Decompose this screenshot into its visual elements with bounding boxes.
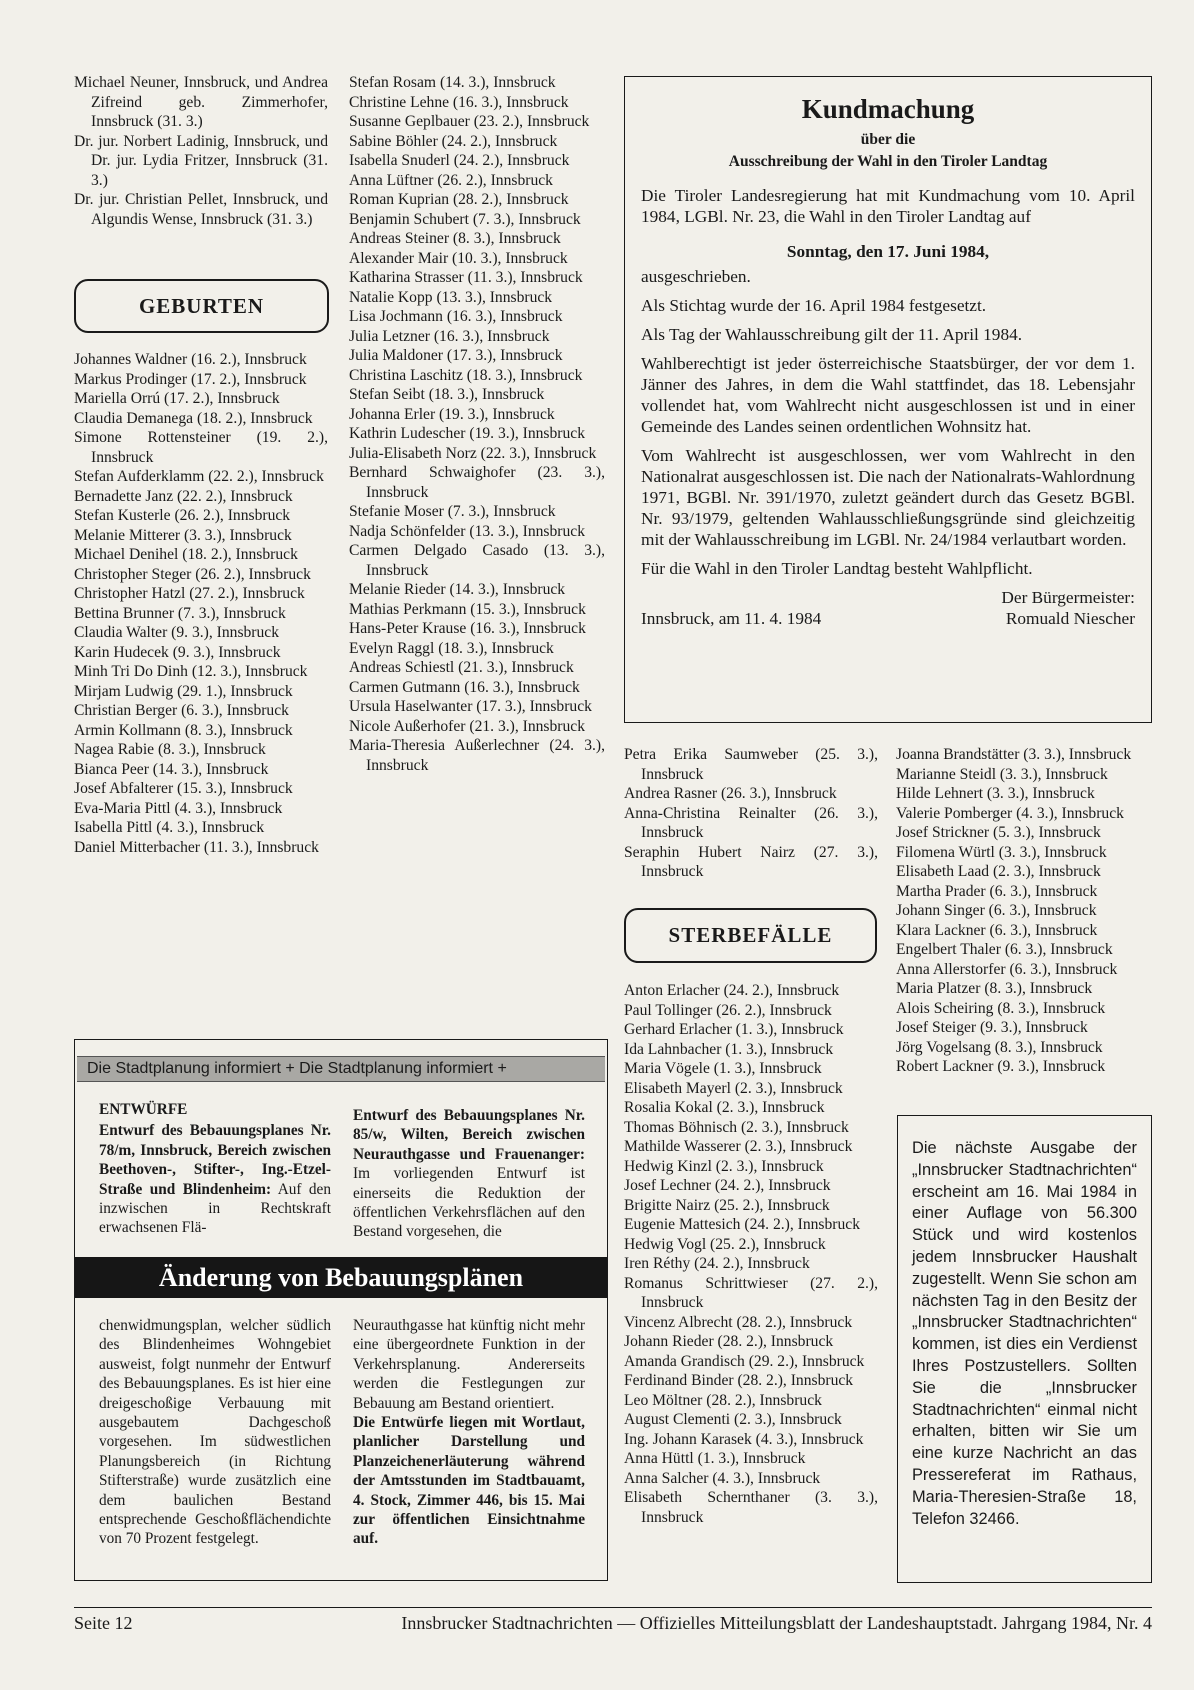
list-item: Dr. jur. Norbert Ladinig, Innsbruck, und Dr. jur. Lydia Fritzer, Innsbruck (31. 3.) [74, 132, 328, 189]
entwurf-85w-continued: Neurauthgasse hat künftig nicht mehr eine übergeordnete Funktion in der Verkehrsplanung. Andererseits werden die Festlegungen zur Bebauung am Bestand orientiert. [353, 1317, 585, 1412]
list-item: Iren Réthy (24. 2.), Innsbruck [624, 1255, 810, 1272]
list-item: Vincenz Albrecht (28. 2.), Innsbruck [624, 1313, 853, 1331]
kundmachung-paragraph-2: ausgeschrieben. [641, 267, 751, 286]
list-item: Anna Allerstorfer (6. 3.), Innsbruck [896, 960, 1118, 978]
list-item: Andrea Rasner (26. 3.), Innsbruck [624, 785, 837, 802]
sterbefaelle-list-col3 [624, 981, 878, 1527]
list-item: Johann Singer (6. 3.), Innsbruck [896, 902, 1097, 919]
kundmachung-paragraph-5: Wahlberechtigt ist jeder österreichische Staatsbürger, der vor dem 1. Jänner des Jahres, in dem die Wahl stattfindet, das 18. Lebensjahr vollendet hat, vom Wahlrecht nicht ausgeschlossen ist und in einer Gemeinde des Landes seinen ordentlichen Wohnsitz hat. [641, 354, 1135, 436]
next-issue-notice: Die nächste Ausgabe der „Innsbrucker Stadtnachrichten“ erscheint am 16. Mai 1984 in einer Auflage von 56.300 Stück und wird kostenlos jedem Innsbrucker Haushalt zugestellt. Wenn Sie schon am nächsten Tag in den Besitz der „Innsbrucker Stadtnachrichten“ kommen, ist dies ein Verdienst Ihres Postzustellers. Sollten Sie die „Innsbrucker Stadtnachrichten“ einmal nicht erhalten, bitten wir Sie um eine kurze Nachricht an das Pressereferat im Rathaus, Maria-Theresien-Straße 18, Telefon 32466. [897, 1115, 1152, 1583]
list-item: Christian Berger (6. 3.), Innsbruck [74, 702, 289, 719]
list-item: Maria Platzer (8. 3.), Innsbruck [896, 980, 1093, 997]
list-item: Bianca Peer (14. 3.), Innsbruck [74, 760, 269, 778]
list-item: Robert Lackner (9. 3.), Innsbruck [896, 1058, 1106, 1075]
list-item: Andreas Steiner (8. 3.), Innsbruck [349, 230, 561, 247]
list-item: Eugenie Mattesich (24. 2.), Innsbruck [624, 1216, 861, 1233]
list-item: Melanie Mitterer (3. 3.), Innsbruck [74, 526, 292, 544]
entwurf-85w-top [353, 1106, 585, 1242]
list-item: Ursula Haselwanter (17. 3.), Innsbruck [349, 698, 592, 715]
entwuerfe-heading: ENTWÜRFE [99, 1101, 188, 1118]
sterbefaelle-heading-text: STERBEFÄLLE [668, 923, 833, 947]
list-item: Julia-Elisabeth Norz (22. 3.), Innsbruck [349, 444, 597, 462]
kundmachung-box [624, 76, 1152, 723]
list-item: Rosalia Kokal (2. 3.), Innsbruck [624, 1099, 825, 1116]
list-item: Paul Tollinger (26. 2.), Innsbruck [624, 1001, 832, 1019]
list-item: Leo Möltner (28. 2.), Innsbruck [624, 1391, 822, 1409]
list-item: Christine Lehne (16. 3.), Innsbruck [349, 93, 569, 111]
list-item: Armin Kollmann (8. 3.), Innsbruck [74, 721, 293, 739]
list-item: Thomas Böhnisch (2. 3.), Innsbruck [624, 1118, 849, 1136]
entwurf-78m-text: Auf den inzwischen in Rechtskraft erwachsenen Flä- [99, 1180, 331, 1237]
list-item: Michael Neuner, Innsbruck, und Andrea Zifreind geb. Zimmerhofer, Innsbruck (31. 3.) [74, 74, 328, 130]
list-item: Kathrin Ludescher (19. 3.), Innsbruck [349, 425, 586, 442]
list-item: Gerhard Erlacher (1. 3.), Innsbruck [624, 1021, 844, 1038]
list-item: Roman Kuprian (28. 2.), Innsbruck [349, 191, 569, 208]
list-item: Nicole Außerhofer (21. 3.), Innsbruck [349, 717, 585, 735]
list-item: Engelbert Thaler (6. 3.), Innsbruck [896, 941, 1113, 958]
geburten-heading-text: GEBURTEN [138, 293, 265, 318]
geburten-list-col2 [349, 73, 605, 775]
publication-title: Innsbrucker Stadtnachrichten — Offizielles Mitteilungsblatt der Landeshauptstadt. Jahrgang 1984, Nr. 4 [401, 1613, 1152, 1633]
list-item: Claudia Walter (9. 3.), Innsbruck [74, 624, 280, 641]
list-item: Marianne Steidl (3. 3.), Innsbruck [896, 765, 1108, 783]
list-item: Brigitte Nairz (25. 2.), Innsbruck [624, 1196, 830, 1214]
list-item: Lisa Jochmann (16. 3.), Innsbruck [349, 308, 563, 325]
list-item: Katharina Strasser (11. 3.), Innsbruck [349, 269, 583, 286]
list-item: Jörg Vogelsang (8. 3.), Innsbruck [896, 1038, 1103, 1056]
list-item: Julia Maldoner (17. 3.), Innsbruck [349, 347, 563, 364]
list-item: Mirjam Ludwig (29. 1.), Innsbruck [74, 682, 293, 700]
list-item: Johanna Erler (19. 3.), Innsbruck [349, 405, 555, 423]
sterbefaelle-heading [624, 908, 877, 963]
entwurf-85w-bottom [353, 1316, 585, 1549]
list-item: Carmen Delgado Casado (13. 3.), Innsbruck [349, 542, 605, 579]
list-item: Joanna Brandstätter (3. 3.), Innsbruck [896, 746, 1132, 763]
list-item: Bettina Brunner (7. 3.), Innsbruck [74, 604, 286, 622]
list-item: Carmen Gutmann (16. 3.), Innsbruck [349, 678, 580, 696]
list-item: Stefanie Moser (7. 3.), Innsbruck [349, 503, 556, 520]
list-item: Alois Scheiring (8. 3.), Innsbruck [896, 999, 1106, 1017]
list-item: Johann Rieder (28. 2.), Innsbruck [624, 1333, 834, 1350]
footer-rule [74, 1607, 1152, 1608]
column-1 [74, 73, 328, 229]
list-item: Ida Lahnbacher (1. 3.), Innsbruck [624, 1040, 834, 1058]
list-item: Hilde Lehnert (3. 3.), Innsbruck [896, 785, 1095, 802]
list-item: Hedwig Kinzl (2. 3.), Innsbruck [624, 1157, 824, 1175]
list-item: Markus Prodinger (17. 2.), Innsbruck [74, 370, 307, 388]
kundmachung-paragraph-4: Als Tag der Wahlausschreibung gilt der 11. April 1984. [641, 325, 1023, 344]
list-item: Josef Strickner (5. 3.), Innsbruck [896, 824, 1101, 841]
list-item: Stefan Rosam (14. 3.), Innsbruck [349, 74, 556, 91]
signer-title: Der Bürgermeister: [1001, 588, 1135, 607]
aenderung-bar: Änderung von Bebauungsplänen [75, 1257, 607, 1298]
kundmachung-signer [1001, 587, 1135, 629]
list-item: Simone Rottensteiner (19. 2.), Innsbruck [74, 429, 328, 466]
list-item: Claudia Demanega (18. 2.), Innsbruck [74, 409, 313, 427]
list-item: Andreas Schiestl (21. 3.), Innsbruck [349, 659, 574, 676]
list-item: Anna Lüftner (26. 2.), Innsbruck [349, 171, 553, 189]
list-item: Anna Salcher (4. 3.), Innsbruck [624, 1469, 821, 1487]
list-item: Mathilde Wasserer (2. 3.), Innsbruck [624, 1138, 853, 1155]
list-item: Michael Denihel (18. 2.), Innsbruck [74, 546, 298, 563]
kundmachung-signature [641, 587, 1135, 629]
list-item: Elisabeth Schernthaner (3. 3.), Innsbruck [624, 1489, 878, 1526]
stadtplanung-box [74, 1039, 608, 1581]
list-item: Sabine Böhler (24. 2.), Innsbruck [349, 132, 558, 150]
list-item: Susanne Geplbauer (23. 2.), Innsbruck [349, 113, 590, 130]
list-item: Romanus Schrittwieser (27. 2.), Innsbruck [624, 1274, 878, 1311]
entwurf-78m-title: Entwurf des Bebauungsplanes Nr. 78/m, Innsbruck, Bereich zwischen Beethoven-, Stifter-, Ing.-Etzel-Straße und Blindenheim: [99, 1122, 331, 1198]
list-item: Elisabeth Mayerl (2. 3.), Innsbruck [624, 1079, 843, 1097]
list-item: Dr. jur. Christian Pellet, Innsbruck, und Algundis Wense, Innsbruck (31. 3.) [74, 191, 328, 228]
kundmachung-paragraph-7: Für die Wahl in den Tiroler Landtag besteht Wahlpflicht. [641, 559, 1033, 578]
list-item: Christopher Steger (26. 2.), Innsbruck [74, 565, 311, 583]
list-item: Minh Tri Do Dinh (12. 3.), Innsbruck [74, 663, 308, 680]
kundmachung-subtitle-1: über die [860, 131, 916, 148]
kundmachung-title: Kundmachung [801, 94, 975, 124]
list-item: August Clementi (2. 3.), Innsbruck [624, 1411, 842, 1428]
kundmachung-paragraph-1: Die Tiroler Landesregierung hat mit Kundmachung vom 10. April 1984, LGBl. Nr. 23, die Wahl in den Tiroler Landtag auf [641, 186, 1135, 226]
stadtplanung-banner: Die Stadtplanung informiert + Die Stadtplanung informiert + [77, 1056, 605, 1082]
list-item: Hedwig Vogl (25. 2.), Innsbruck [624, 1235, 826, 1253]
list-item: Petra Erika Saumweber (25. 3.), Innsbruck [624, 746, 878, 783]
list-item: Bernhard Schwaighofer (23. 3.), Innsbruck [349, 464, 605, 501]
list-item: Josef Steiger (9. 3.), Innsbruck [896, 1019, 1088, 1036]
geburten-heading [74, 279, 329, 333]
list-item: Maria-Theresia Außerlechner (24. 3.), Innsbruck [349, 737, 605, 774]
signer-name: Romuald Niescher [1005, 609, 1135, 628]
kundmachung-paragraph-3: Als Stichtag wurde der 16. April 1984 festgesetzt. [641, 296, 987, 315]
entwurf-85w-title: Entwurf des Bebauungsplanes Nr. 85/w, Wilten, Bereich zwischen Neurauthgasse und Frauenanger: [353, 1107, 585, 1163]
list-item: Christina Laschitz (18. 3.), Innsbruck [349, 366, 583, 384]
list-item: Klara Lackner (6. 3.), Innsbruck [896, 921, 1098, 939]
list-item: Mathias Perkmann (15. 3.), Innsbruck [349, 600, 586, 618]
list-item: Nadja Schönfelder (13. 3.), Innsbruck [349, 522, 586, 540]
kundmachung-date: Sonntag, den 17. Juni 1984, [786, 242, 990, 261]
list-item: Alexander Mair (10. 3.), Innsbruck [349, 249, 568, 267]
list-item: Melanie Rieder (14. 3.), Innsbruck [349, 581, 566, 598]
list-item: Anna Hüttl (1. 3.), Innsbruck [624, 1450, 806, 1467]
list-item: Julia Letzner (16. 3.), Innsbruck [349, 327, 550, 345]
list-item: Christopher Hatzl (27. 2.), Innsbruck [74, 585, 305, 602]
list-item: Amanda Grandisch (29. 2.), Innsbruck [624, 1352, 865, 1370]
page-number: Seite 12 [74, 1613, 133, 1633]
list-item: Ferdinand Binder (28. 2.), Innsbruck [624, 1372, 854, 1389]
list-item: Evelyn Raggl (18. 3.), Innsbruck [349, 639, 554, 657]
entwurf-78m-top [99, 1100, 331, 1238]
list-item: Hans-Peter Krause (16. 3.), Innsbruck [349, 620, 586, 637]
list-item: Elisabeth Laad (2. 3.), Innsbruck [896, 863, 1101, 880]
list-item: Anna-Christina Reinalter (26. 3.), Innsbruck [624, 804, 878, 841]
kundmachung-place-date: Innsbruck, am 11. 4. 1984 [641, 609, 822, 628]
list-item: Benjamin Schubert (7. 3.), Innsbruck [349, 210, 581, 228]
geburten-list-col1 [74, 350, 328, 857]
list-item: Maria Vögele (1. 3.), Innsbruck [624, 1060, 822, 1077]
marriage-list [74, 73, 328, 229]
list-item: Eva-Maria Pittl (4. 3.), Innsbruck [74, 799, 283, 817]
list-item: Isabella Pittl (4. 3.), Innsbruck [74, 819, 265, 836]
list-item: Stefan Aufderklamm (22. 2.), Innsbruck [74, 468, 324, 485]
list-item: Bernadette Janz (22. 2.), Innsbruck [74, 487, 293, 505]
list-item: Mariella Orrú (17. 2.), Innsbruck [74, 390, 280, 407]
entwurf-85w-notice: Die Entwürfe liegen mit Wortlaut, planlicher Darstellung und Planzeichenerläuterung während der Amtsstunden im Stadtbauamt, 4. Stock, Zimmer 446, bis 15. Mai zur öffentlichen Einsichtnahme auf. [353, 1414, 585, 1548]
sterbefaelle-list-col4 [896, 745, 1150, 1077]
list-item: Daniel Mitterbacher (11. 3.), Innsbruck [74, 838, 319, 856]
geburten-list-col3 [624, 745, 878, 882]
list-item: Josef Abfalterer (15. 3.), Innsbruck [74, 780, 293, 797]
list-item: Stefan Seibt (18. 3.), Innsbruck [349, 386, 545, 403]
entwurf-78m-bottom: chenwidmungsplan, welcher südlich des Blindenheimes Wohngebiet ausweist, folgt nunmehr der Entwurf des Bebauungsplanes. Es ist hier eine dreigeschoßige Verbauung mit ausgebautem Dachgeschoß vorgesehen. Im südwestlichen Planungsbereich (in Richtung Stifterstraße) wurde zusätzlich eine dem baulichen Bestand entsprechende Geschoßflächendichte von 70 Prozent festgelegt. [99, 1317, 331, 1548]
list-item: Martha Prader (6. 3.), Innsbruck [896, 882, 1098, 900]
list-item: Seraphin Hubert Nairz (27. 3.), Innsbruck [624, 843, 878, 880]
list-item: Stefan Kusterle (26. 2.), Innsbruck [74, 507, 291, 524]
list-item: Karin Hudecek (9. 3.), Innsbruck [74, 643, 281, 661]
list-item: Isabella Snuderl (24. 2.), Innsbruck [349, 152, 570, 169]
list-item: Natalie Kopp (13. 3.), Innsbruck [349, 288, 553, 306]
entwurf-85w-text: Im vorliegenden Entwurf ist einerseits die Reduktion der öffentlichen Verkehrsflächen auf den Bestand vorgesehen, die [353, 1165, 585, 1241]
list-item: Johannes Waldner (16. 2.), Innsbruck [74, 351, 307, 368]
kundmachung-paragraph-6: Vom Wahlrecht ist ausgeschlossen, wer vom Wahlrecht in den Nationalrat ausgeschlossen ist. Die nach der Nationalrats-Wahlordnung 1971, BGBl. Nr. 391/1970, zuletzt geändert durch das Gesetz BGBl. Nr. 93/1979, geltenden Wahlausschließungsgründe sind gleichzeitig mit der Wahlausschreibung im LGBl. Nr. 24/1984 verlautbart worden. [641, 446, 1135, 549]
footer [74, 1613, 1152, 1634]
list-item: Valerie Pomberger (4. 3.), Innsbruck [896, 804, 1124, 822]
list-item: Josef Lechner (24. 2.), Innsbruck [624, 1177, 831, 1194]
list-item: Filomena Würtl (3. 3.), Innsbruck [896, 843, 1107, 861]
list-item: Nagea Rabie (8. 3.), Innsbruck [74, 741, 266, 758]
list-item: Ing. Johann Karasek (4. 3.), Innsbruck [624, 1430, 864, 1448]
kundmachung-subtitle-2: Ausschreibung der Wahl in den Tiroler Landtag [728, 153, 1048, 170]
list-item: Anton Erlacher (24. 2.), Innsbruck [624, 982, 840, 999]
